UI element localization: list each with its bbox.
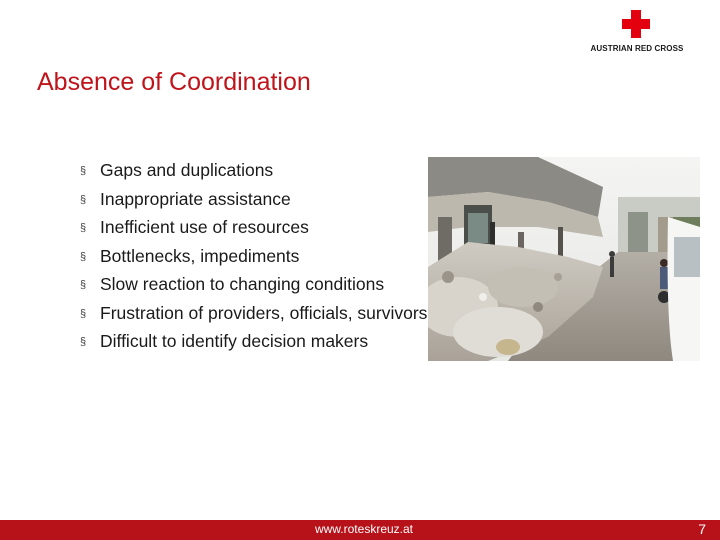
- bullet-marker-icon: §: [80, 336, 87, 348]
- bullet-item: [80, 330, 430, 352]
- bullet-item: [80, 273, 430, 295]
- bullet-item: [80, 245, 430, 267]
- bullet-marker-icon: §: [80, 193, 87, 206]
- bullet-text: Bottlenecks, impediments: [100, 245, 300, 266]
- bullet-list: [80, 159, 430, 359]
- footer-url: www.roteskreuz.at: [314, 522, 414, 536]
- bullet-text: Difficult to identify decision makers: [100, 331, 369, 351]
- page-number: 7: [698, 521, 706, 537]
- bullet-marker-icon: §: [80, 222, 87, 234]
- bullet-item: [80, 188, 430, 210]
- bullet-item: [80, 302, 430, 324]
- earthquake-street-photo: [428, 157, 700, 361]
- bullet-text: Slow reaction to changing conditions: [100, 274, 385, 294]
- bullet-marker-icon: §: [80, 250, 87, 263]
- slide-title: Absence of Coordination: [37, 68, 311, 96]
- red-cross-icon: [622, 10, 650, 38]
- bullet-text: Inefficient use of resources: [100, 217, 309, 237]
- austrian-red-cross-logo: [582, 10, 692, 56]
- bullet-item: [80, 159, 430, 181]
- bullet-text: Frustration of providers, officials, survivors: [100, 302, 428, 323]
- bullet-text: Gaps and duplications: [100, 160, 274, 180]
- footer-bar: [0, 520, 720, 540]
- bullet-marker-icon: §: [80, 307, 87, 320]
- bullet-text: Inappropriate assistance: [100, 188, 291, 209]
- bullet-marker-icon: §: [80, 279, 87, 291]
- logo-text: AUSTRIAN RED CROSS: [590, 44, 684, 53]
- bullet-marker-icon: §: [80, 165, 87, 177]
- bullet-item: [80, 216, 430, 238]
